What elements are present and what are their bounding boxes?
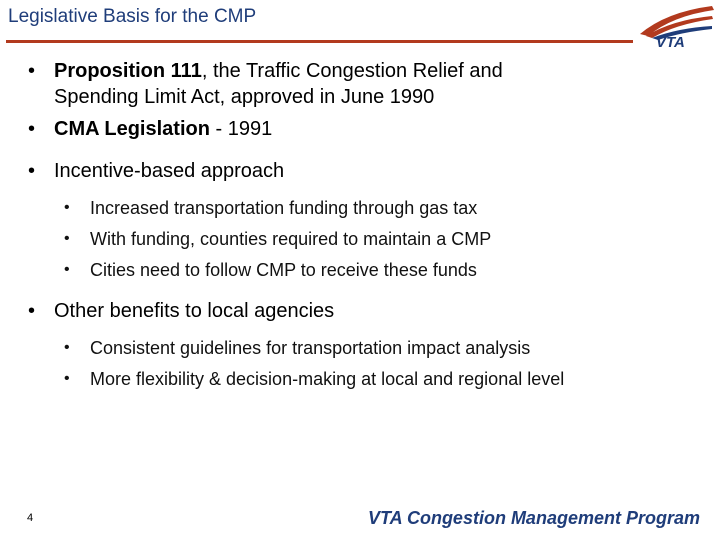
sub-bullet-marker: • — [64, 261, 70, 278]
sub-bullet-text: Increased transportation funding through gas tax — [90, 198, 478, 218]
sub-bullet-list — [0, 196, 720, 282]
sub-bullet-list — [0, 336, 720, 391]
bullet-marker: • — [28, 160, 36, 182]
sub-bullet-text: With funding, counties required to maintain a CMP — [90, 229, 492, 249]
logo-text: VTA — [656, 34, 685, 48]
bullet-marker: • — [28, 60, 36, 82]
sub-bullet-text: More flexibility & decision-making at local and regional level — [90, 369, 565, 389]
bullet-text-line2: Spending Limit Act, approved in June 1990 — [54, 86, 435, 108]
slide-title: Legislative Basis for the CMP — [8, 6, 257, 27]
bullet-marker: • — [28, 300, 36, 322]
sub-bullet-marker: • — [64, 230, 70, 247]
sub-bullet-marker: • — [64, 339, 70, 356]
footer-program-title: VTA Congestion Management Program — [367, 508, 700, 528]
bullet-other-benefits — [0, 298, 720, 324]
bullet-text: Incentive-based approach — [54, 160, 285, 182]
sub-bullet-text: Cities need to follow CMP to receive these funds — [90, 260, 477, 280]
sub-bullet-item — [0, 367, 720, 391]
bullet-text: , the Traffic Congestion Relief and — [201, 60, 503, 82]
sub-bullet-marker: • — [64, 199, 70, 216]
bullet-incentive — [0, 158, 720, 184]
title-divider — [6, 40, 633, 43]
sub-bullet-item — [0, 227, 720, 251]
bullet-proposition-111 — [0, 58, 720, 110]
bullet-text: Other benefits to local agencies — [54, 300, 335, 322]
sub-bullet-item — [0, 258, 720, 282]
bullet-text: - 1991 — [209, 118, 273, 140]
sub-bullet-item — [0, 196, 720, 220]
sub-bullet-text: Consistent guidelines for transportation impact analysis — [90, 338, 531, 358]
sub-bullet-marker: • — [64, 370, 70, 387]
vta-logo — [636, 4, 716, 48]
bullet-bold-text: Proposition 111 — [54, 60, 202, 82]
page-number: 4 — [27, 512, 34, 524]
bullet-bold-text: CMA Legislation — [54, 118, 210, 140]
bullet-marker: • — [28, 118, 36, 140]
bullet-cma-legislation — [0, 116, 720, 142]
slide-body — [0, 58, 720, 391]
sub-bullet-item — [0, 336, 720, 360]
